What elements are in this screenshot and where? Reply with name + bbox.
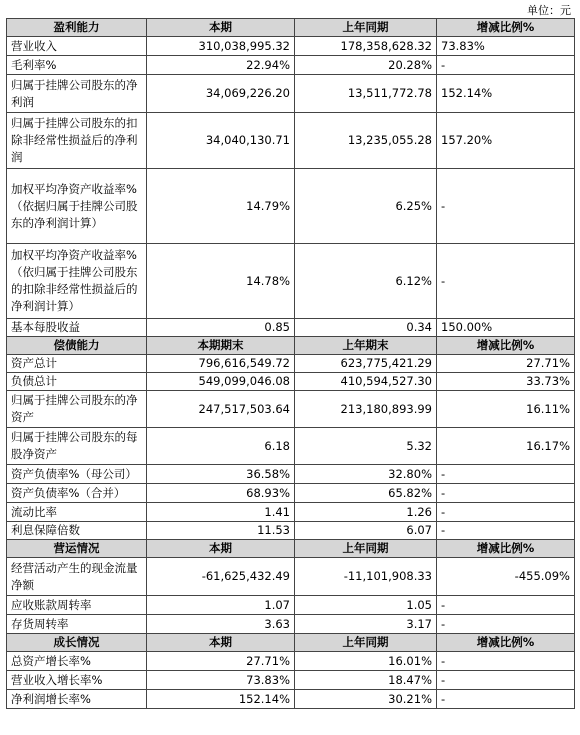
row-label: 营业收入增长率% (7, 671, 147, 690)
change-ratio: - (437, 671, 575, 690)
row-label: 归属于挂牌公司股东的扣除非经常性损益后的净利润 (7, 113, 147, 169)
previous-value: -11,101,908.33 (295, 558, 437, 596)
row-label: 流动比率 (7, 503, 147, 522)
table-row (7, 56, 575, 75)
table-row (7, 169, 575, 244)
row-label: 归属于挂牌公司股东的净利润 (7, 75, 147, 113)
table-row (7, 522, 575, 540)
change-ratio: 150.00% (437, 319, 575, 337)
table-row (7, 615, 575, 634)
row-label: 存货周转率 (7, 615, 147, 634)
change-ratio: - (437, 465, 575, 484)
row-label: 营业收入 (7, 37, 147, 56)
previous-value: 18.47% (295, 671, 437, 690)
change-ratio-header: 增减比例% (437, 337, 575, 355)
change-ratio: 33.73% (437, 373, 575, 391)
row-label: 净利润增长率% (7, 690, 147, 709)
change-ratio: - (437, 690, 575, 709)
table-row (7, 690, 575, 709)
change-ratio: -455.09% (437, 558, 575, 596)
current-value: -61,625,432.49 (147, 558, 295, 596)
unit-label: 单位：元 (527, 4, 571, 17)
current-value: 0.85 (147, 319, 295, 337)
table-row (7, 373, 575, 391)
row-label: 资产总计 (7, 355, 147, 373)
row-label: 加权平均净资产收益率%（依据归属于挂牌公司股东的净利润计算） (7, 169, 147, 244)
previous-value: 623,775,421.29 (295, 355, 437, 373)
current-period-header: 本期 (147, 19, 295, 37)
previous-value: 0.34 (295, 319, 437, 337)
change-ratio: - (437, 596, 575, 615)
current-value: 549,099,046.08 (147, 373, 295, 391)
row-label: 加权平均净资产收益率%（依归属于挂牌公司股东的扣除非经常性损益后的净利润计算） (7, 244, 147, 319)
row-label: 总资产增长率% (7, 652, 147, 671)
table-row (7, 113, 575, 169)
table-row (7, 465, 575, 484)
change-ratio: 152.14% (437, 75, 575, 113)
change-ratio: - (437, 522, 575, 540)
previous-value: 16.01% (295, 652, 437, 671)
table-row (7, 319, 575, 337)
table-row (7, 428, 575, 465)
previous-value: 6.25% (295, 169, 437, 244)
change-ratio: - (437, 484, 575, 503)
section-header-row (7, 540, 575, 558)
change-ratio: - (437, 503, 575, 522)
change-ratio-header: 增减比例% (437, 19, 575, 37)
section-header-row (7, 634, 575, 652)
previous-value: 1.05 (295, 596, 437, 615)
current-value: 68.93% (147, 484, 295, 503)
current-value: 22.94% (147, 56, 295, 75)
table-row (7, 244, 575, 319)
current-value: 11.53 (147, 522, 295, 540)
previous-period-header: 上年同期 (295, 19, 437, 37)
previous-period-header: 上年期末 (295, 337, 437, 355)
financial-indicators-table (6, 18, 575, 709)
current-value: 1.41 (147, 503, 295, 522)
table-row (7, 484, 575, 503)
change-ratio: - (437, 615, 575, 634)
row-label: 归属于挂牌公司股东的净资产 (7, 391, 147, 428)
table-row (7, 596, 575, 615)
section-title: 营运情况 (7, 540, 147, 558)
row-label: 归属于挂牌公司股东的每股净资产 (7, 428, 147, 465)
previous-value: 20.28% (295, 56, 437, 75)
current-value: 796,616,549.72 (147, 355, 295, 373)
current-period-header: 本期期末 (147, 337, 295, 355)
current-value: 73.83% (147, 671, 295, 690)
current-value: 27.71% (147, 652, 295, 671)
previous-value: 410,594,527.30 (295, 373, 437, 391)
previous-value: 6.07 (295, 522, 437, 540)
row-label: 基本每股收益 (7, 319, 147, 337)
previous-value: 30.21% (295, 690, 437, 709)
change-ratio: - (437, 56, 575, 75)
current-value: 152.14% (147, 690, 295, 709)
previous-value: 65.82% (295, 484, 437, 503)
previous-value: 13,511,772.78 (295, 75, 437, 113)
change-ratio: 157.20% (437, 113, 575, 169)
current-value: 14.78% (147, 244, 295, 319)
previous-period-header: 上年同期 (295, 540, 437, 558)
section-header-row (7, 337, 575, 355)
table-row (7, 37, 575, 56)
previous-period-header: 上年同期 (295, 634, 437, 652)
previous-value: 1.26 (295, 503, 437, 522)
table-row (7, 558, 575, 596)
change-ratio-header: 增减比例% (437, 540, 575, 558)
table-row (7, 391, 575, 428)
row-label: 经营活动产生的现金流量净额 (7, 558, 147, 596)
current-value: 34,040,130.71 (147, 113, 295, 169)
table-row (7, 503, 575, 522)
current-value: 310,038,995.32 (147, 37, 295, 56)
table-row (7, 75, 575, 113)
current-period-header: 本期 (147, 634, 295, 652)
previous-value: 213,180,893.99 (295, 391, 437, 428)
table-body (7, 19, 575, 709)
change-ratio: 27.71% (437, 355, 575, 373)
row-label: 毛利率% (7, 56, 147, 75)
change-ratio: - (437, 652, 575, 671)
previous-value: 13,235,055.28 (295, 113, 437, 169)
previous-value: 5.32 (295, 428, 437, 465)
current-value: 34,069,226.20 (147, 75, 295, 113)
change-ratio-header: 增减比例% (437, 634, 575, 652)
section-title: 盈利能力 (7, 19, 147, 37)
row-label: 利息保障倍数 (7, 522, 147, 540)
row-label: 负债总计 (7, 373, 147, 391)
table-row (7, 652, 575, 671)
change-ratio: - (437, 169, 575, 244)
change-ratio: 16.11% (437, 391, 575, 428)
current-value: 3.63 (147, 615, 295, 634)
change-ratio: 73.83% (437, 37, 575, 56)
previous-value: 178,358,628.32 (295, 37, 437, 56)
change-ratio: - (437, 244, 575, 319)
section-title: 偿债能力 (7, 337, 147, 355)
table-row (7, 671, 575, 690)
current-period-header: 本期 (147, 540, 295, 558)
current-value: 14.79% (147, 169, 295, 244)
row-label: 应收账款周转率 (7, 596, 147, 615)
row-label: 资产负债率%（母公司） (7, 465, 147, 484)
row-label: 资产负债率%（合并） (7, 484, 147, 503)
section-title: 成长情况 (7, 634, 147, 652)
current-value: 36.58% (147, 465, 295, 484)
section-header-row (7, 19, 575, 37)
table-row (7, 355, 575, 373)
current-value: 6.18 (147, 428, 295, 465)
previous-value: 32.80% (295, 465, 437, 484)
current-value: 1.07 (147, 596, 295, 615)
previous-value: 3.17 (295, 615, 437, 634)
previous-value: 6.12% (295, 244, 437, 319)
change-ratio: 16.17% (437, 428, 575, 465)
current-value: 247,517,503.64 (147, 391, 295, 428)
